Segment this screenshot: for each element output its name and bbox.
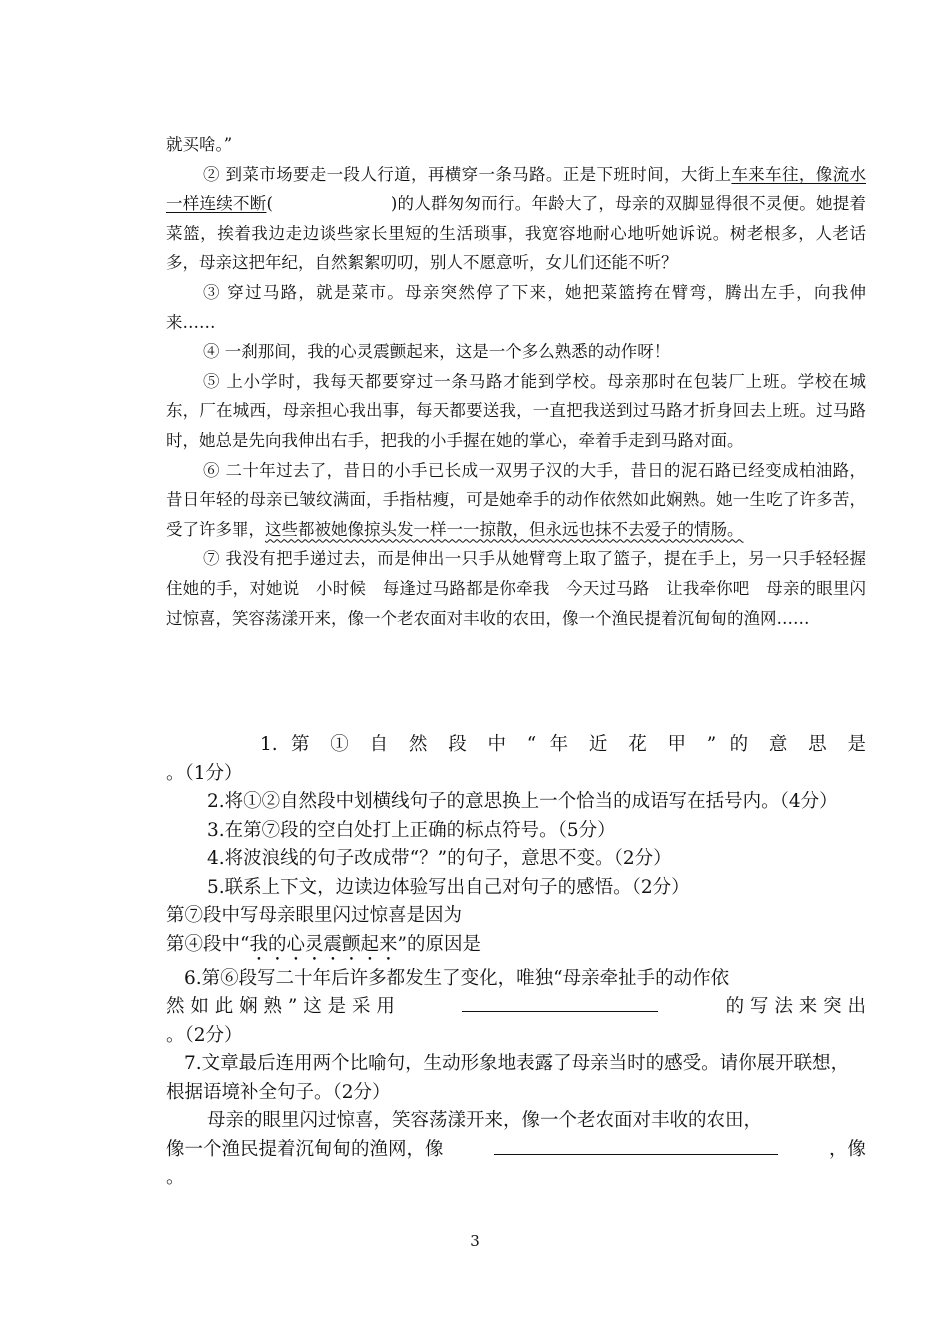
- paragraph-6: ⑥ 二十年过去了，昔日的小手已长成一双男子汉的大手，昔日的泥石路已经变成柏油路，昔日年轻的母亲已皱纹满面，手指枯瘦，可是她牵手的动作依然如此娴熟。她一生吃了许多苦，受了许多罪，这些都被她像掠头发一样一一掠散，但永远也抹不去爱子的情肠。: [166, 460, 866, 539]
- wavy-underlined-sentence: 这些都被她像掠头发一样一一掠散，但永远也抹不去爱子的情肠。: [265, 519, 744, 539]
- questions-section: [166, 731, 866, 1193]
- dotted-emphasis-text: 我的心灵震颤起来: [249, 933, 398, 955]
- reading-passage: [166, 130, 866, 633]
- paragraph-3: ③ 穿过马路，就是菜市。母亲突然停了下来，她把菜篮挎在臂弯，腾出左手，向我伸来……: [166, 282, 866, 332]
- paragraph-7: ⑦ 我没有把手递过去，而是伸出一只手从她臂弯上取了篮子，提在手上，另一只手轻轻握住她的手，对她说 小时候 每逢过马路都是你牵我 今天过马路 让我牵你吧 母亲的眼里闪过惊喜，笑容荡漾开来，像一个老农面对丰收的农田，像一个渔民提着沉甸甸的渔网……: [166, 549, 866, 628]
- answer-line-metaphor[interactable]: [494, 1136, 778, 1155]
- answer-line-method[interactable]: [462, 993, 658, 1012]
- paragraph-5: ⑤ 上小学时，我每天都要穿过一条马路才能到学校。母亲那时在包装厂上班。学校在城东，厂在城西，母亲担心我出事，每天都要送我，一直把我送到过马路才折身回去上班。过马路时，她总是先向我伸出右手，把我的小手握在她的掌心，牵着手走到马路对面。: [166, 371, 866, 450]
- question-2: 2.将①②自然段中划横线句子的意思换上一个恰当的成语写在括号内。（4分）: [207, 791, 838, 812]
- question-7-tail: 。: [166, 1167, 185, 1188]
- paragraph-2: ② 到菜市场要走一段人行道，再横穿一条马路。正是下班时间，大街上车来车往，像流水一样连续不断( )的人群匆匆而行。年龄大了，母亲的双脚显得很不灵便。她提着菜篮，挨着我边走边谈些家长里短的生活琐事，我宽容地耐心地听她诉说。树老根多，人老话多，母亲这把年纪，自然絮絮叨叨，别人不愿意听，女儿们还能不听？: [166, 164, 867, 273]
- question-1-tail: 。（1分）: [166, 762, 243, 784]
- page-number: 3: [470, 1232, 480, 1250]
- question-7-sentence: 母亲的眼里闪过惊喜，笑容荡漾开来，像一个老农面对丰收的农田，: [207, 1110, 763, 1131]
- underlined-sentence: 车来车往，像流水一样连续不断: [166, 164, 866, 214]
- question-6: 6.第⑥段写二十年后许多都发生了变化，唯独“母亲牵扯手的动作依: [184, 967, 730, 989]
- paragraph-4: ④ 一刹那间，我的心灵震颤起来，这是一个多么熟悉的动作呀！: [203, 342, 671, 362]
- question-4: 4.将波浪线的句子改成带“？”的句子，意思不变。（2分）: [207, 848, 672, 869]
- question-3: 3.在第⑦段的空白处打上正确的标点符号。（5分）: [207, 819, 616, 841]
- question-1: 1. 第 ① 自 然 段 中 “ 年 近 花 甲 ” 的 意 思 是: [260, 734, 866, 755]
- question-5b: 第④段中“我的心灵震颤起来”的原因是: [166, 933, 481, 955]
- question-5: 5.联系上下文，边读边体验写出自己对句子的感悟。（2分）: [207, 876, 690, 898]
- question-5a: 第⑦段中写母亲眼里闪过惊喜是因为: [166, 905, 463, 926]
- question-6-tail: 。（2分）: [166, 1024, 243, 1046]
- question-7-line: 像一个渔民提着沉甸甸的渔网，像 ，像: [166, 1136, 866, 1165]
- paragraph-1-continuation: 就买啥。”: [166, 135, 233, 154]
- question-7: 7.文章最后连用两个比喻句，生动形象地表露了母亲当时的感受。请你展开联想，根据语境补全句子。（2分）: [166, 1053, 850, 1103]
- question-6-line-2: 然 如 此 娴 熟 ” 这 是 采 用 的 写 法 来 突 出: [166, 993, 866, 1022]
